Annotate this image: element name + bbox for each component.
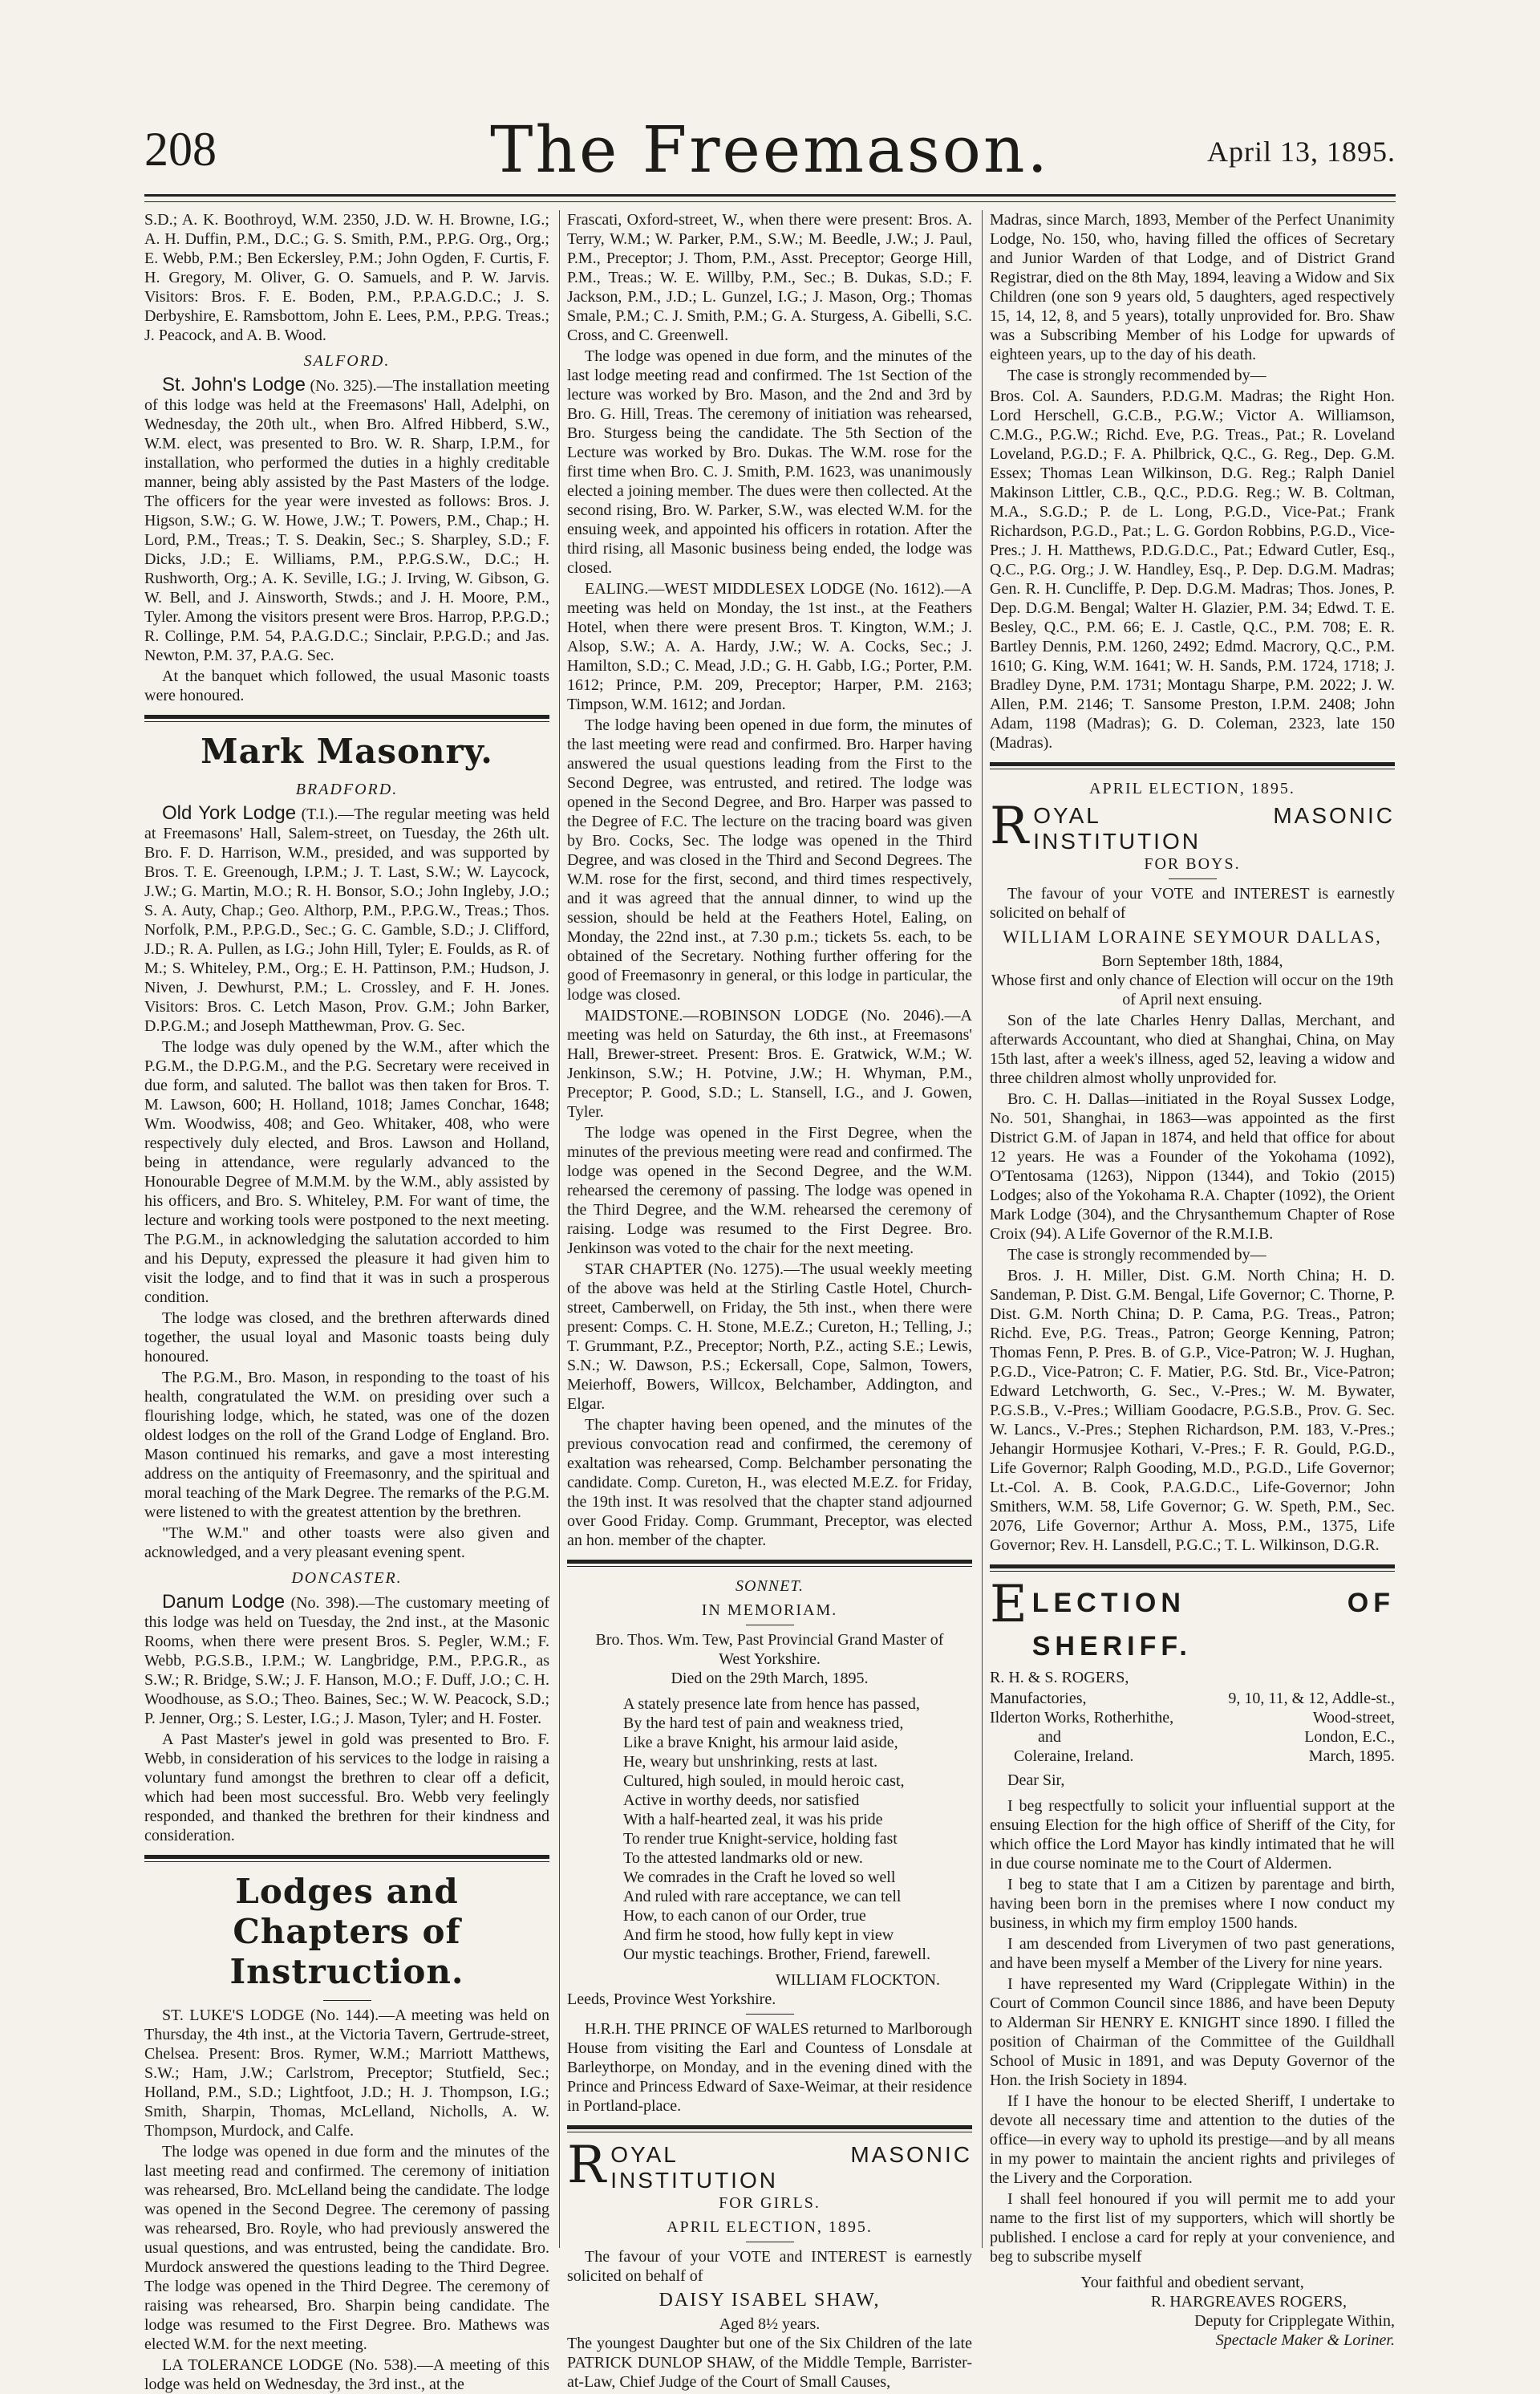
article-paragraph: EALING.—WEST MIDDLESEX LODGE (No. 1612).—A meeting was held on Monday, the 1st inst., at the Feathers Hotel, when there were present Bros. T. Kington, W.M.; J. Alsop, S.W.; A. A. Hardy, J.W.; W. A. Cocks, Sec.; J. Hamilton, S.D.; C. Mead, J.D.; G. H. Gabb, I.G.; Porter, P.M. 1612; Prince, P.M. 209, Preceptor; Harper, P.M. 2163; Timpson, W.M. 1612; and Jordan. [567, 580, 972, 713]
masthead [144, 112, 1396, 193]
article-paragraph: ST. LUKE'S LODGE (No. 144).—A meeting was held on Thursday, the 4th inst., at the Victoria Tavern, Gertrude-street, Chelsea. Present: Bros. Rymer, W.M.; Marriott Matthews, S.W.; Ham, J.W.; Carlstrom, Preceptor; Stutfield, Sec.; Holland, P.M., S.D.; Lightfoot, J.D.; H. J. Thompson, I.G.; Smith, Sharpin, Thomas, McLelland, Nicholls, A. W. Thompson, Murdock, and Calfe. [144, 2006, 549, 2140]
letter-paragraph: I shall feel honoured if you will permit me to add your name to the first list of my supporters, which will shortly be published. I enclose a card for reply at your convenience, and beg to subscribe myself [990, 2190, 1395, 2266]
death-date: Died on the 29th March, 1895. [671, 1670, 869, 1687]
poem [623, 1694, 972, 1964]
candidate-age: Aged 8½ years. [719, 2315, 821, 2333]
article-paragraph: The lodge was duly opened by the W.M., after which the P.G.M., the D.P.G.M., and the P.G. Secretary were received in due form, and saluted. The ballot was then taken for Bros. T. M. Lawson, 600; H. Holland, 1018; James Conchar, 1648; Wm. Woodwiss, 408; and Geo. Whitaker, 408, who were respectively duly elected, and Bros. Lawson and Holland, being in attendance, were regularly advanced to the Honourable Degree of M.M.M. by the W.M., ably assisted by his officers, and Bro. S. Whiteley, P.M. For want of time, the lecture and working tools were postponed to the next meeting. The P.G.M., in acknowledging the salutation accorded to him and his Deputy, expressed the pleasure it had given him to visit the lodge, and to find that it was in such a prosperous condition. [144, 1038, 549, 1306]
dedication: Bro. Thos. Wm. Tew, Past Provincial Grand Master of West Yorkshire. [595, 1631, 944, 1668]
place-heading: SALFORD. [303, 352, 391, 370]
firm-name: R. H. & S. ROGERS, [990, 1669, 1129, 1686]
poem-line: With a half-hearted zeal, it was his pride [623, 1811, 883, 1828]
address-row [990, 1708, 1395, 1727]
signatory-title: Deputy for Cripplegate Within, [1194, 2312, 1395, 2330]
lodge-name: Danum Lodge [162, 1591, 286, 1613]
short-rule [746, 2014, 794, 2015]
article-paragraph: At the banquet which followed, the usual Masonic toasts were honoured. [144, 667, 549, 704]
election-label: APRIL ELECTION, 1895. [1089, 780, 1295, 797]
place-heading: DONCASTER. [291, 1569, 403, 1587]
election-label: APRIL ELECTION, 1895. [667, 2218, 873, 2236]
masthead-rule [144, 194, 1396, 202]
sonnet-title: SONNET. [736, 1577, 804, 1595]
advert-paragraph: The youngest Daughter but one of the Six Children of the late PATRICK DUNLOP SHAW, of the Middle Temple, Barrister-at-Law, Chief Judge of the Court of Small Causes, [567, 2335, 972, 2391]
column-2 [567, 210, 972, 2391]
article-paragraph: H.R.H. THE PRINCE OF WALES returned to Marlborough House from visiting the Earl and Countess of Lonsdale at Barleythorpe, on Monday, and in the evening dined with the Prince and Princess Edward of Saxe-Weimar, at their residence in Portland-place. [567, 2020, 972, 2115]
poem-line: And firm he stood, how fully kept in view [623, 1926, 894, 1944]
sheriff-title [990, 1575, 1395, 1668]
advert-paragraph: Whose first and only chance of Election will occur on the 19th of April next ensuing. [991, 972, 1394, 1008]
letter-paragraph: I beg to state that I am a Citizen by parentage and birth, having been born in the premises where I now conduct my business, in which my firm employ 1500 hands. [990, 1876, 1395, 1932]
lodge-name: Old York Lodge [162, 802, 297, 824]
column-1 [144, 210, 550, 2393]
recommender-list: Bros. J. H. Miller, Dist. G.M. North China; H. D. Sandeman, P. Dist. G.M. Bengal, Life Governor; C. Thorne, P. Dist. G.M. North China; D. P. Cama, P.G. Treas., Patron; Richd. Eve, P.G. Treas., Patron; George Kenning, Patron; Thomas Fenn, P. Pres. B. of G.P., Vice-Patron; W. J. Hughan, P.G.D., Vice-Patron; C. F. Matier, P.G. Std. Br., Vice-Patron; Edward Letchworth, G. Sec., V.-Pres.; W. M. Bywater, P.G.S.B., V.-Pres.; William Goodacre, P.G.S.B., Prov. G. Sec. W. Lancs., V.-Pres.; Stephen Richardson, P.M. 183, V.-Pres.; Jehangir Hormusjee Kothari, V.-Pres.; F. R. Gould, P.G.D., Life Governor; Ralph Gooding, M.D., P.G.D., Life Governor; Lt.-Col. A. B. Cook, P.A.G.D.C., Life-Governor; John Smithers, W.M. 58, Life Governor; G. W. Speth, P.M., Sec. 2076, Life Governor; Arthur A. Moss, P.M., 1375, Life Governor; Rev. H. Lansdell, P.G.C.; T. L. Wilkinson, D.G.R. [990, 1267, 1395, 1554]
article-paragraph: The lodge was opened in due form and the minutes of the last meeting read and confirmed. The ceremony of initiation was rehearsed, Bro. McLelland being the candidate. The lodge was opened in the Second Degree. The ceremony of passing was rehearsed, Bro. Royle, who had previously answered the usual questions, and was entrusted, being the candidate. Bro. Murdock answered the questions leading to the Third Degree. The lodge was opened in the Third Degree. The ceremony of raising was rehearsed, Bro. Sharpin being candidate. The lodge was resumed to the First Degree. Bro. Mathews was elected W.M. for the next meeting. [144, 2143, 549, 2353]
poem-line: How, to each canon of our Order, true [623, 1907, 866, 1925]
address-left: and [1038, 1728, 1061, 1746]
poem-line: We comrades in the Craft he loved so well [623, 1869, 896, 1886]
article-paragraph: S.D.; A. K. Boothroyd, W.M. 2350, J.D. W. H. Browne, I.G.; A. H. Duffin, P.M., D.C.; G. S. Smith, P.M., P.P.G. Org., Org.; E. Webb, P.M.; Ben Eckersley, P.M.; John Ogden, F. Curtis, F. H. Gregory, M. Oliver, G. O. Samuels, and P. W. Jarvis. Visitors: Bros. F. E. Boden, P.M., P.P.A.G.D.C.; J. S. Derbyshire, E. Ramsbottom, John E. Lees, P.M., P.P.G. Treas.; J. Peacock, and A. B. Wood. [144, 211, 549, 344]
lodge-name: St. John's Lodge [162, 374, 306, 396]
article-paragraph: The lodge was closed, and the brethren afterwards dined together, the usual loyal and Masonic toasts being duly honoured. [144, 1309, 549, 1365]
advert-paragraph: The case is strongly recommended by— [1007, 367, 1266, 384]
article-paragraph [144, 1593, 549, 1728]
address-left: Coleraine, Ireland. [1014, 1747, 1134, 1765]
advert-paragraph: The case is strongly recommended by— [1007, 1246, 1266, 1264]
page-number: 208 [144, 123, 217, 176]
advert-paragraph: The favour of your VOTE and INTEREST is earnestly solicited on behalf of [990, 885, 1395, 922]
poem-line: He, weary but unshrinking, rests at last. [623, 1753, 878, 1771]
poem-line: Our mystic teachings. Brother, Friend, farewell. [623, 1946, 930, 1963]
memoriam-heading: IN MEMORIAM. [701, 1601, 838, 1619]
advert-subtitle: FOR GIRLS. [719, 2194, 821, 2212]
article-paragraph: LA TOLERANCE LODGE (No. 538).—A meeting of this lodge was held on Wednesday, the 3rd inst., at the [144, 2356, 549, 2393]
section-rule [567, 2125, 972, 2132]
section-rule [144, 1855, 549, 1862]
poem-line: Active in worthy deeds, nor satisfied [623, 1791, 860, 1809]
column-divider [982, 210, 983, 2248]
column-divider [559, 210, 560, 2248]
address-row [990, 1747, 1395, 1766]
poem-line: Like a brave Knight, his armour laid aside, [623, 1734, 898, 1751]
candidate-born: Born September 18th, 1884, [1101, 952, 1283, 970]
article-paragraph: The P.G.M., Bro. Mason, in responding to the toast of his health, congratulated the W.M. on presiding over such a flourishing lodge, which, he stated, was one of the dozen oldest lodges on the roll of the Grand Lodge of England. Bro. Mason continued his remarks, and gave a most interesting address on the antiquity of Freemasonry, and the spiritual and moral teaching of the Mark Degree. The remarks of the P.G.M. were listened to with the greatest attention by the brethren. [144, 1369, 549, 1521]
section-heading-line: Instruction. [229, 1952, 464, 1991]
section-rule [990, 762, 1395, 769]
drop-cap: E [990, 1575, 1027, 1634]
letter-paragraph: I am descended from Liverymen of two past generations, and have been myself a Member of the Livery for nine years. [990, 1935, 1395, 1972]
article-paragraph: A Past Master's jewel in gold was presented to Bro. F. Webb, in consideration of his services to the lodge in raising a voluntary fund amongst the brethren to clear off a deficit, which had been most successful. Bro. Webb very feelingly responded, and thanked the brethren for their kindness and consideration. [144, 1731, 549, 1844]
letter-paragraph: I beg respectfully to solicit your influential support at the ensuing Election for the high office of Sheriff of the City, for which office the Lord Mayor has kindly intimated that he will in due course nominate me to the Court of Aldermen. [990, 1797, 1395, 1873]
article-paragraph [144, 375, 549, 665]
poem-place: Leeds, Province West Yorkshire. [567, 1990, 776, 2008]
address-right: March, 1895. [1308, 1747, 1395, 1765]
article-paragraph: "The W.M." and other toasts were also given and acknowledged, and a very pleasant evening spent. [144, 1524, 549, 1561]
article-text: (No. 398).—The customary meeting of this lodge was held on Tuesday, the 2nd inst., at the Masonic Rooms, when there were present Bros. S. Pegler, W.M.; F. Webb, P.G.S.B., I.P.M.; W. Langbridge, P.M., P.P.G.R., as S.W.; R. Bridge, S.W.; J. F. Hanson, M.O.; F. Duff, J.O.; C. H. Woodhouse, as S.O.; Theo. Baines, Sec.; W. W. Peacock, S.D.; P. Jenner, Org.; S. Lester, I.G.; J. Mason, Tyler; and H. Foster. [144, 1594, 549, 1727]
poem-line: A stately presence late from hence has passed, [623, 1695, 920, 1713]
poem-line: To render true Knight-service, holding fast [623, 1830, 898, 1848]
address-row [990, 1689, 1395, 1708]
article-text: (T.I.).—The regular meeting was held at Freemasons' Hall, Salem-street, on Tuesday, the 26th ult. Bro. F. D. Harrison, W.M., presided, and was supported by Bros. T. E. Greenough, I.P.M.; J. T. Last, S.W.; W. Laycock, J.W.; G. Martin, M.O.; R. H. Bonsor, S.O.; John Ingleby, J.O.; S. A. Auty, Chap.; Geo. Althorp, P.M., P.P.G.W., Treas.; Thos. Norfolk, P.M., P.P.G.D., Sec.; G. C. Gamble, S.D.; J. Clifford, J.D.; R. A. Pullen, as I.G.; John Hill, Tyler; E. Foulds, as R. of M.; S. Whiteley, P.M., Org.; E. H. Pattinson, P.M.; Hudson, J. Niven, J. Dewhurst, P.M.; L. Crossley, and F. H. Jones. Visitors: Bros. C. Letch Mason, Prov. G.M.; John Barker, D.P.G.M.; and Joseph Matthewman, Prov. G. Sec. [144, 805, 549, 1035]
address-row [990, 1727, 1395, 1747]
section-heading: Mark Masonry. [201, 732, 493, 771]
advert-title [990, 797, 1395, 874]
section-rule [990, 1564, 1395, 1572]
recommender-list: Bros. Col. A. Saunders, P.D.G.M. Madras; the Right Hon. Lord Herschell, G.C.B., P.G.W.; Victor A. Williamson, C.M.G., P.G.W.; Richd. Eve, P.G. Treas., Pat.; R. Loveland Loveland, P.G.D.; F. A. Philbrick, Q.C., G. Reg., Dep. G.M. Essex; Thomas Lean Wilkinson, D.G. Reg.; Ralph Daniel Makinson Littler, C.B., Q.C., P.D.G. Reg.; W. B. Coltman, M.A., S.G.D.; P. de L. Long, P.G.D., Vice-Pat.; Frank Richardson, P.G.D., Pat.; L. G. Gordon Robbins, P.G.D., Vice-Pres.; J. H. Matthews, P.D.G.D.C., Pat.; Edward Cutler, Esq., Q.C., P.G. Org.; J. W. Handley, Esq., P. Dep. D.G.M. Madras; Gen. R. H. Cuncliffe, P. Dep. D.G.M. Madras; Thos. Jones, P. Dep. D.G.M. Bengal; Walter H. Glazier, P.M. 34; Edwd. T. E. Besley, Q.C., P.M. 66; E. J. Castle, Q.C., P.M. 708; E. R. Bartley Dennis, P.M. 1260, 2492; Edmd. Macrory, Q.C., P.M. 1610; G. King, W.M. 1641; W. H. Sands, P.M. 1724, 1718; J. Bradley Dyne, P.M. 1731; Montagu Sharpe, P.M. 2022; J. W. Allen, P.M. 2146; T. Sansome Preston, I.P.M. 2408; John Adam, 1198 (Madras); G. D. Coleman, 2323, late 150 (Madras). [990, 388, 1395, 752]
article-paragraph: The chapter having been opened, and the minutes of the previous convocation read and confirmed, the ceremony of exaltation was rehearsed, Comp. Belchamber personating the candidate. Comp. Cureton, H., was elected M.E.Z. for Friday, the 19th inst. It was resolved that the chapter stand adjourned over Good Friday. Comp. Grummant, Preceptor, was elected an hon. member of the chapter. [567, 1416, 972, 1549]
candidate-name: WILLIAM LORAINE SEYMOUR DALLAS, [1003, 927, 1382, 947]
advert-title [567, 2136, 972, 2213]
poem-line: To the attested landmarks old or new. [623, 1849, 863, 1867]
advert-paragraph: The favour of your VOTE and INTEREST is earnestly solicited on behalf of [567, 2248, 972, 2285]
drop-cap: R [567, 2136, 606, 2195]
article-paragraph: The lodge having been opened in due form, the minutes of the last meeting were read and confirmed. Bro. Harper having answered the usual questions leading from the First to the Second Degree, was entrusted, and retired. The lodge was opened in the Second Degree, and Bro. Harper was passed to the Degree of F.C. The lecture on the tracing board was given by Bro. Cocks, Sec. The lodge was opened in the Third Degree, and was closed in the Third and Second Degrees. The W.M. rose for the first, second, and third times respectively, and it was agreed that the annual dinner, to wind up the session, should be held at the Feathers Hotel, Ealing, on Monday, the 22nd inst., at 7.30 p.m.; tickets 5s. each, to be obtained of the Secretary. Nothing further offering for the good of Freemasonry in general, or this lodge in particular, the lodge was closed. [567, 716, 972, 1004]
poem-line: Cultured, high souled, in mould heroic cast, [623, 1772, 905, 1790]
article-paragraph [144, 804, 549, 1036]
signatory: R. HARGREAVES ROGERS, [1150, 2293, 1347, 2311]
short-rule [323, 2000, 371, 2001]
letter-paragraph: If I have the honour to be elected Sheriff, I undertake to devote all necessary time and attention to the duties of the office—in every way to uphold its prestige—and by all means in my power to maintain the ancient rights and privileges of the Livery and the Corporation. [990, 2092, 1395, 2187]
article-text: (No. 325).—The installation meeting of this lodge was held at the Freemasons' Hall, Adelphi, on Wednesday, the 20th ult., when Bro. Alfred Hibberd, S.W., W.M. elect, was presented to Bro. W. R. Sharp, I.P.M., for installation, who performed the duties in a highly creditable manner, being ably assisted by the Past Masters of the lodge. The officers for the year were invested as follows: Bros. J. Higson, S.W.; G. W. Howe, J.W.; T. Powers, P.M., Chap.; H. Lord, P.M., Treas.; T. S. Deakin, Sec.; S. Sharpley, S.D.; F. Dicks, J.D.; E. Williams, P.M., P.P.G.S.W., D.C.; H. Rushworth, Org.; A. K. Seville, I.G.; J. Irving, W. Gibson, G. W. Bell, and J. Ainsworth, Stwds.; and J. H. Moore, P.M., Tyler. Among the visitors present were Bros. Harrop, P.P.G.D.; R. Collinge, P.M. 54, P.A.G.D.C.; Sinclair, P.P.G.D.; and Jas. Newton, P.M. 37, P.A.G. Sec. [144, 377, 550, 664]
advert-rmig [567, 2136, 972, 2392]
letter-paragraph: I have represented my Ward (Cripplegate Within) in the Court of Common Council since 1886, and have been Deputy to Alderman Sir HENRY E. KNIGHT since 1890. I filled the position of Chairman of the Committee of the Guildhall School of Music in 1891, and was Deputy Governor of the Hon. the Irish Society in 1894. [990, 1975, 1395, 2089]
newspaper-title: The Freemason. [490, 112, 1050, 187]
article-paragraph: The lodge was opened in due form, and the minutes of the last lodge meeting read and confirmed. The 1st Section of the lecture was worked by Bro. Mason, and the 2nd and 3rd by Bro. G. Hill, Treas. The ceremony of initiation was rehearsed, Bro. Sturgess being the candidate. The 5th Section of the Lecture was worked by Bro. Dukas. The W.M. rose for the first time when Bro. C. J. Smith, P.M. 1623, was unanimously elected a joining member. The dues were then collected. At the second rising, Bro. W. Parker, S.W., was elected W.M. for the ensuing week, and appointed his officers in rotation. After the third rising, all Masonic business being ended, the lodge was closed. [567, 347, 972, 577]
article-paragraph: Frascati, Oxford-street, W., when there were present: Bros. A. Terry, W.M.; W. Parker, P.M., S.W.; M. Beedle, J.W.; J. Paul, P.M., Preceptor; J. Thom, P.M., Asst. Preceptor; George Hill, P.M., Treas.; W. E. Willby, P.M., Sec.; B. Dukas, S.D.; F. Jackson, P.M., J.D.; L. Gunzel, I.G.; J. Mason, Org.; Thomas Smale, P.M.; C. J. Smith, P.M.; G. A. Sturgess, A. Gibelli, S.C. Cross, and C. Greenwell. [567, 211, 972, 344]
candidate-name: DAISY ISABEL SHAW, [659, 2290, 881, 2311]
article-paragraph: The lodge was opened in the First Degree, when the minutes of the previous meeting were read and confirmed. The lodge was opened in the Second Degree, and the W.M. rehearsed the ceremony of passing. The lodge was opened in the Third Degree, and the W.M. rehearsed the ceremony of raising. Lodge was resumed to the First Degree. Bro. Jenkinson was voted to the chair for the next meeting. [567, 1124, 972, 1257]
advert-title-text: OYAL MASONIC INSTITUTION [1033, 803, 1395, 854]
poem-author: WILLIAM FLOCKTON. [775, 1971, 940, 1989]
address-left: Ilderton Works, Rotherhithe, [990, 1709, 1174, 1727]
sheriff-title-text: LECTION OF SHERIFF. [1031, 1588, 1395, 1662]
signatory-trade: Spectacle Maker & Loriner. [1215, 2331, 1395, 2349]
advert-paragraph: Son of the late Charles Henry Dallas, Merchant, and afterwards Accountant, who died at Shanghai, China, on May 15th last, after a week's illness, aged 52, leaving a widow and three children almost wholly unprovided for. [990, 1012, 1395, 1087]
salutation: Dear Sir, [1007, 1771, 1065, 1789]
address-right: London, E.C., [1304, 1728, 1395, 1746]
poem-line: By the hard test of pain and weakness tried, [623, 1714, 904, 1732]
article-paragraph: STAR CHAPTER (No. 1275).—The usual weekly meeting of the above was held at the Stirling Castle Hotel, Church-street, Camberwell, on Friday, the 5th inst., when there were present: Comps. C. H. Stone, M.E.Z.; Cureton, H.; Telling, J.; T. Grummant, P.Z., Preceptor; North, P.Z., acting S.E.; Lewis, S.N.; W. Dawson, P.S.; Eckersall, Cope, Salmon, Towers, Meierhoff, Bowers, Willcox, Belchamber, Addington, and Elgar. [567, 1260, 972, 1413]
advert-title-text: OYAL MASONIC INSTITUTION [610, 2142, 972, 2193]
advert-paragraph: Bro. C. H. Dallas—initiated in the Royal Sussex Lodge, No. 501, Shanghai, in 1863—was appointed as the first District G.M. of Japan in 1874, and held that office for about 12 years. He was a Founder of the Yokohama (1092), O'Tentosama (1263), Nippon (1344), and Tokio (2015) Lodges; also of the Yokohama R.A. Chapter (1092), the Orient Mark Lodge (304), and the Chrysanthemum Chapter of Rose Croix (94). A Life Governor of the R.M.I.B. [990, 1090, 1395, 1243]
drop-cap: R [990, 797, 1029, 856]
issue-date: April 13, 1895. [1207, 136, 1396, 168]
section-heading [144, 1872, 549, 1992]
poem-line: And ruled with rare acceptance, we can tell [623, 1888, 902, 1905]
column-3 [990, 210, 1395, 2349]
address-right: 9, 10, 11, & 12, Addle-st., [1228, 1690, 1395, 1707]
article-paragraph: MAIDSTONE.—ROBINSON LODGE (No. 2046).—A meeting was held on Saturday, the 6th inst., at Freemasons' Hall, Brewer-street. Present: Bros. E. Gratwick, W.M.; W. Jenkinson, S.W.; H. Potvine, J.W.; H. Whyman, P.M., Preceptor; P. Good, S.D.; L. Stansell, I.G., and J. Gowen, Tyler. [567, 1007, 972, 1121]
address-left: Manufactories, [990, 1690, 1087, 1707]
address-right: Wood-street, [1312, 1709, 1395, 1727]
place-heading: BRADFORD. [295, 781, 399, 798]
advert-subtitle: FOR BOYS. [1144, 855, 1241, 873]
advert-paragraph: Madras, since March, 1893, Member of the Perfect Unanimity Lodge, No. 150, who, having filled the offices of Secretary and Junior Warden of that Lodge, and of District Grand Registrar, died on the 8th May, 1894, leaving a Widow and Six Children (one son 9 years old, 5 daughters, aged respectively 15, 14, 12, 8, and 5 years), totally unprovided for. Bro. Shaw was a Subscribing Member of his Lodge for upwards of eighteen years, up to the day of his death. [990, 211, 1395, 363]
section-rule [144, 715, 549, 722]
short-rule [1169, 878, 1217, 879]
section-rule [567, 1560, 972, 1567]
closing: Your faithful and obedient servant, [1080, 2274, 1304, 2291]
section-heading-line: Lodges and Chapters of [233, 1872, 461, 1951]
